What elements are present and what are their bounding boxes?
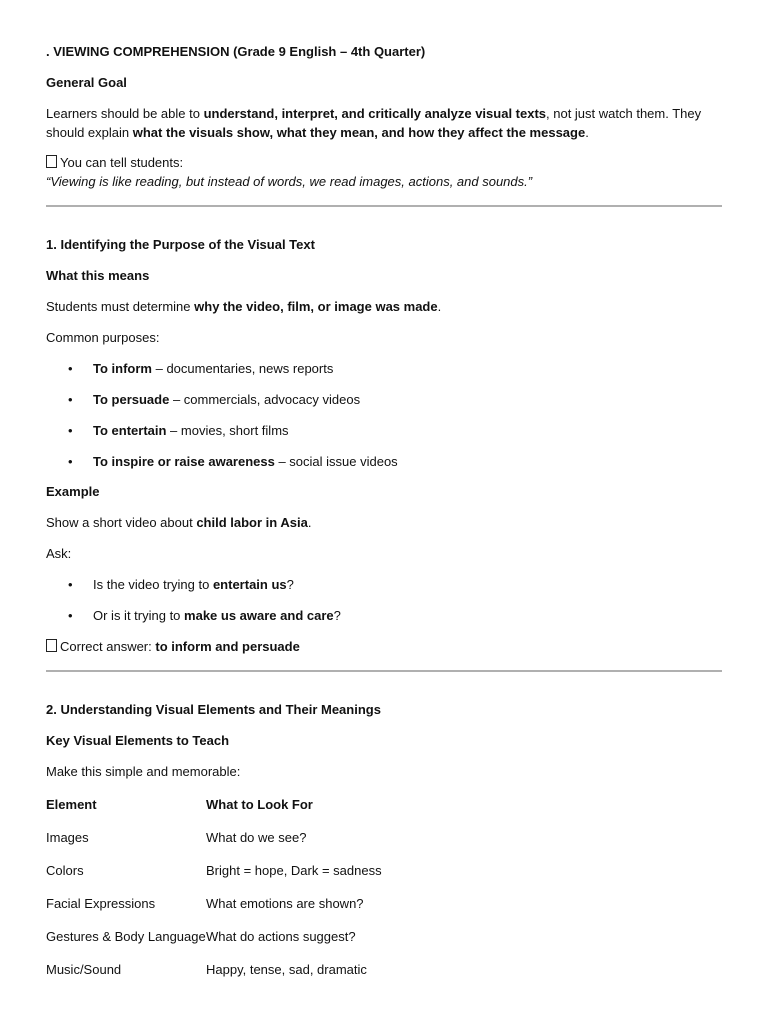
common-purposes-label: Common purposes:	[46, 330, 160, 345]
example-text	[46, 513, 722, 532]
table-header-element: Element	[46, 797, 97, 812]
table-header-row	[46, 795, 722, 814]
description-text: .	[437, 299, 442, 314]
table-row	[46, 927, 722, 946]
list-item	[46, 575, 722, 594]
purpose-name: To entertain	[93, 423, 167, 438]
what-this-means-heading: What this means	[46, 268, 150, 283]
elements-table	[46, 795, 722, 979]
purpose-name: To inform	[93, 361, 152, 376]
table-cell-element: Colors	[46, 863, 84, 878]
purpose-name: To inspire or raise awareness	[93, 454, 275, 469]
goal-text: , not just watch them. They	[546, 106, 702, 121]
table-row	[46, 960, 722, 979]
table-cell-element: Music/Sound	[46, 962, 122, 977]
example-plain-text: .	[307, 515, 312, 530]
table-cell-what: What do actions suggest?	[206, 929, 356, 944]
purpose-description	[46, 297, 722, 316]
checkbox-icon	[46, 639, 57, 652]
question-text: Is the video trying to	[93, 577, 213, 592]
goal-bold-text: what the visuals show, what they mean, and how they affect the message	[132, 125, 586, 140]
example-plain-text: Show a short video about	[46, 515, 197, 530]
question-list	[46, 575, 722, 625]
tell-students-text: You can tell students:	[60, 155, 184, 170]
example-bold-text: child labor in Asia	[196, 515, 308, 530]
intro-text: Make this simple and memorable:	[46, 764, 241, 779]
description-bold-text: why the video, film, or image was made	[194, 299, 438, 314]
question-text: ?	[286, 577, 294, 592]
general-goal-heading: General Goal	[46, 75, 127, 90]
viewing-quote: “Viewing is like reading, but instead of words, we read images, actions, and sounds.”	[46, 174, 533, 189]
table-cell-what: Bright = hope, Dark = sadness	[206, 863, 382, 878]
answer-bold-text: to inform and persuade	[155, 639, 300, 654]
section-divider	[46, 205, 722, 207]
correct-answer-line	[46, 637, 722, 656]
description-text: Students must determine	[46, 299, 195, 314]
tell-students-line	[46, 153, 722, 172]
question-text: Or is it trying to	[93, 608, 185, 623]
table-header-what: What to Look For	[206, 797, 313, 812]
list-item	[46, 421, 722, 440]
purpose-examples: – documentaries, news reports	[151, 361, 334, 376]
checkbox-icon	[46, 155, 57, 168]
table-cell-element: Facial Expressions	[46, 896, 156, 911]
key-visual-elements-heading: Key Visual Elements to Teach	[46, 733, 230, 748]
table-cell-what: Happy, tense, sad, dramatic	[206, 962, 367, 977]
goal-bold-text: understand, interpret, and critically analyze visual texts	[203, 106, 547, 121]
question-bold-text: entertain us	[212, 577, 287, 592]
section-divider	[46, 670, 722, 672]
table-row	[46, 894, 722, 913]
goal-text: Learners should be able to	[46, 106, 204, 121]
purpose-list	[46, 359, 722, 471]
purpose-examples: – movies, short films	[166, 423, 289, 438]
answer-label: Correct answer:	[60, 639, 156, 654]
question-bold-text: make us aware and care	[184, 608, 334, 623]
document-content	[46, 42, 722, 979]
list-item	[46, 452, 722, 471]
question-text: ?	[333, 608, 341, 623]
goal-text: should explain	[46, 125, 133, 140]
purpose-examples: – social issue videos	[274, 454, 398, 469]
ask-label: Ask:	[46, 546, 72, 561]
table-cell-element: Gestures & Body Language	[46, 929, 206, 944]
table-cell-what: What do we see?	[206, 830, 307, 845]
goal-paragraph	[46, 104, 722, 142]
table-row	[46, 861, 722, 880]
list-item	[46, 359, 722, 378]
table-cell-element: Images	[46, 830, 89, 845]
goal-text: .	[585, 125, 589, 140]
table-row	[46, 828, 722, 847]
section-1-heading: 1. Identifying the Purpose of the Visual Text	[46, 237, 315, 252]
section-2-heading: 2. Understanding Visual Elements and Their Meanings	[46, 702, 381, 717]
table-body	[46, 828, 722, 979]
table-cell-what: What emotions are shown?	[206, 896, 364, 911]
list-item	[46, 606, 722, 625]
example-heading: Example	[46, 484, 100, 499]
purpose-examples: – commercials, advocacy videos	[169, 392, 361, 407]
list-item	[46, 390, 722, 409]
purpose-name: To persuade	[93, 392, 170, 407]
document-title: . VIEWING COMPREHENSION (Grade 9 English – 4th Quarter)	[46, 44, 426, 59]
